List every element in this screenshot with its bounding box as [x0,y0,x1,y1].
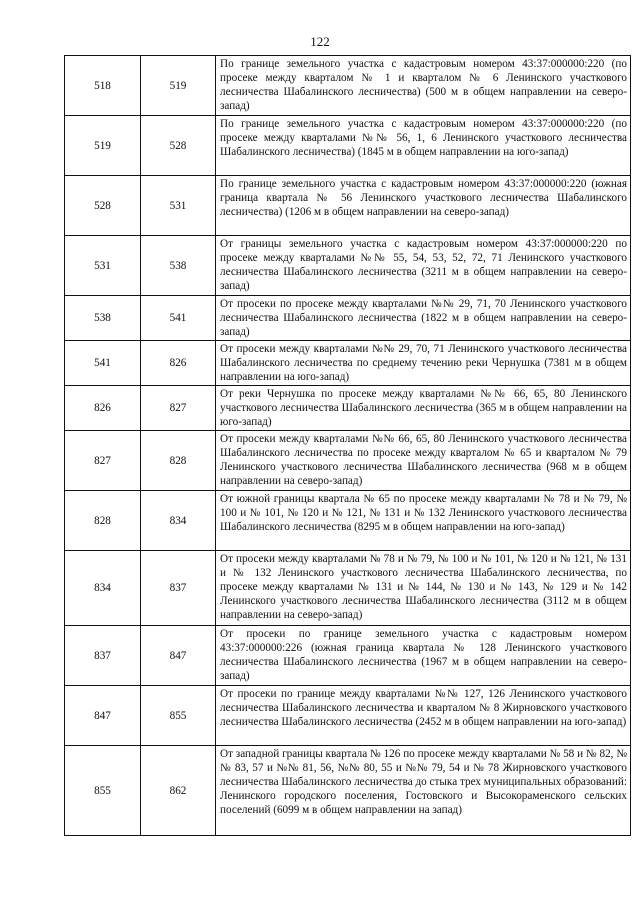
table-row [65,341,631,386]
from-point: 855 [65,746,141,836]
from-point: 528 [65,176,141,236]
to-point: 827 [141,386,216,431]
from-point: 541 [65,341,141,386]
to-point: 541 [141,296,216,341]
table-row [65,431,631,491]
to-point: 826 [141,341,216,386]
boundary-description: От просеки по просеке между кварталами №№ 29, 71, 70 Ленинского участкового лесничества Шабалинского лесничества (1822 м в общем направлении на северо-запад) [216,296,631,341]
to-point: 519 [141,56,216,116]
table-row [65,626,631,686]
boundary-description: От просеки по границе земельного участка с кадастровым номером 43:37:000000:226 (южная граница квартала № 128 Ленинского участкового лесничества Шабалинского лесничества (1967 м в общем направлении на северо-запад) [216,626,631,686]
to-point: 847 [141,626,216,686]
to-point: 528 [141,116,216,176]
from-point: 519 [65,116,141,176]
boundary-description: По границе земельного участка с кадастровым номером 43:37:000000:220 (по просеке между кварталами №№ 56, 1, 6 Ленинского участкового лесничества Шабалинского лесничества) (1845 м в общем направлении на юго-запад) [216,116,631,176]
from-point: 538 [65,296,141,341]
table-row [65,551,631,626]
boundary-description: По границе земельного участка с кадастровым номером 43:37:000000:220 (по просеке между кварталом № 1 и кварталом № 6 Ленинского участкового лесничества Шабалинского лесничества) (500 м в общем направлении на северо-запад) [216,56,631,116]
boundary-description: От просеки между кварталами № 78 и № 79, № 100 и № 101, № 120 и № 121, № 131 и № 132 Ленинского участкового лесничества Шабалинского лесничества, по просеке между кварталами № 131 и № 144, № 130 и № 143, № 129 и № 142 Ленинского участкового лесничества Шабалинского лесничества (3112 м в общем направлении на северо-запад) [216,551,631,626]
to-point: 538 [141,236,216,296]
boundary-description: От южной границы квартала № 65 по просеке между кварталами № 78 и № 79, № 100 и № 101, № 120 и № 121, № 131 и № 132 Ленинского участкового лесничества Шабалинского лесничества (8295 м в общем направлении на юго-запад) [216,491,631,551]
from-point: 826 [65,386,141,431]
to-point: 834 [141,491,216,551]
to-point: 862 [141,746,216,836]
from-point: 834 [65,551,141,626]
boundary-description: От просеки между кварталами №№ 66, 65, 80 Ленинского участкового лесничества Шабалинского лесничества по просеке между кварталом № 65 и кварталом № 79 Ленинского участкового лесничества Шабалинского лесничества (968 м в общем направлении на северо-запад) [216,431,631,491]
boundary-description: От просеки между кварталами №№ 29, 70, 71 Ленинского участкового лесничества Шабалинского лесничества по среднему течению реки Чернушка (7381 м в общем направлении на юго-запад) [216,341,631,386]
from-point: 531 [65,236,141,296]
from-point: 827 [65,431,141,491]
from-point: 518 [65,56,141,116]
table-row [65,686,631,746]
table-row [65,236,631,296]
to-point: 531 [141,176,216,236]
table-row [65,746,631,836]
boundary-description: От реки Чернушка по просеке между кварталами №№ 66, 65, 80 Ленинского участкового лесничества Шабалинского лесничества (365 м в общем направлении на юго-запад) [216,386,631,431]
boundary-table [64,55,631,836]
table-row [65,491,631,551]
to-point: 837 [141,551,216,626]
to-point: 828 [141,431,216,491]
table-row [65,116,631,176]
table-row [65,176,631,236]
from-point: 837 [65,626,141,686]
table-row [65,386,631,431]
boundary-description: По границе земельного участка с кадастровым номером 43:37:000000:220 (южная граница квартала № 56 Ленинского участкового лесничества Шабалинского лесничества) (1206 м в общем направлении на северо-запад) [216,176,631,236]
page-number: 122 [310,34,330,49]
boundary-description: От просеки по границе между кварталами №№ 127, 126 Ленинского участкового лесничества Шабалинского лесничества и кварталом № 8 Жирновского участкового лесничества Шабалинского лесничества (2452 м в общем направлении на юго-запад) [216,686,631,746]
table-row [65,296,631,341]
table-row [65,56,631,116]
to-point: 855 [141,686,216,746]
from-point: 847 [65,686,141,746]
from-point: 828 [65,491,141,551]
boundary-description: От границы земельного участка с кадастровым номером 43:37:000000:220 по просеке между кварталами №№ 55, 54, 53, 52, 72, 71 Ленинского участкового лесничества Шабалинского лесничества (3211 м в общем направлении на северо-запад) [216,236,631,296]
boundary-description: От западной границы квартала № 126 по просеке между кварталами № 58 и № 82, №№ 83, 57 и №№ 81, 56, №№ 80, 55 и №№ 79, 54 и № 78 Жирновского участкового лесничества Шабалинского лесничества до стыка трех муниципальных образований: Ленинского городского поселения, Гостовского и Высокораменского сельских поселений (6099 м в общем направлении на запад) [216,746,631,836]
